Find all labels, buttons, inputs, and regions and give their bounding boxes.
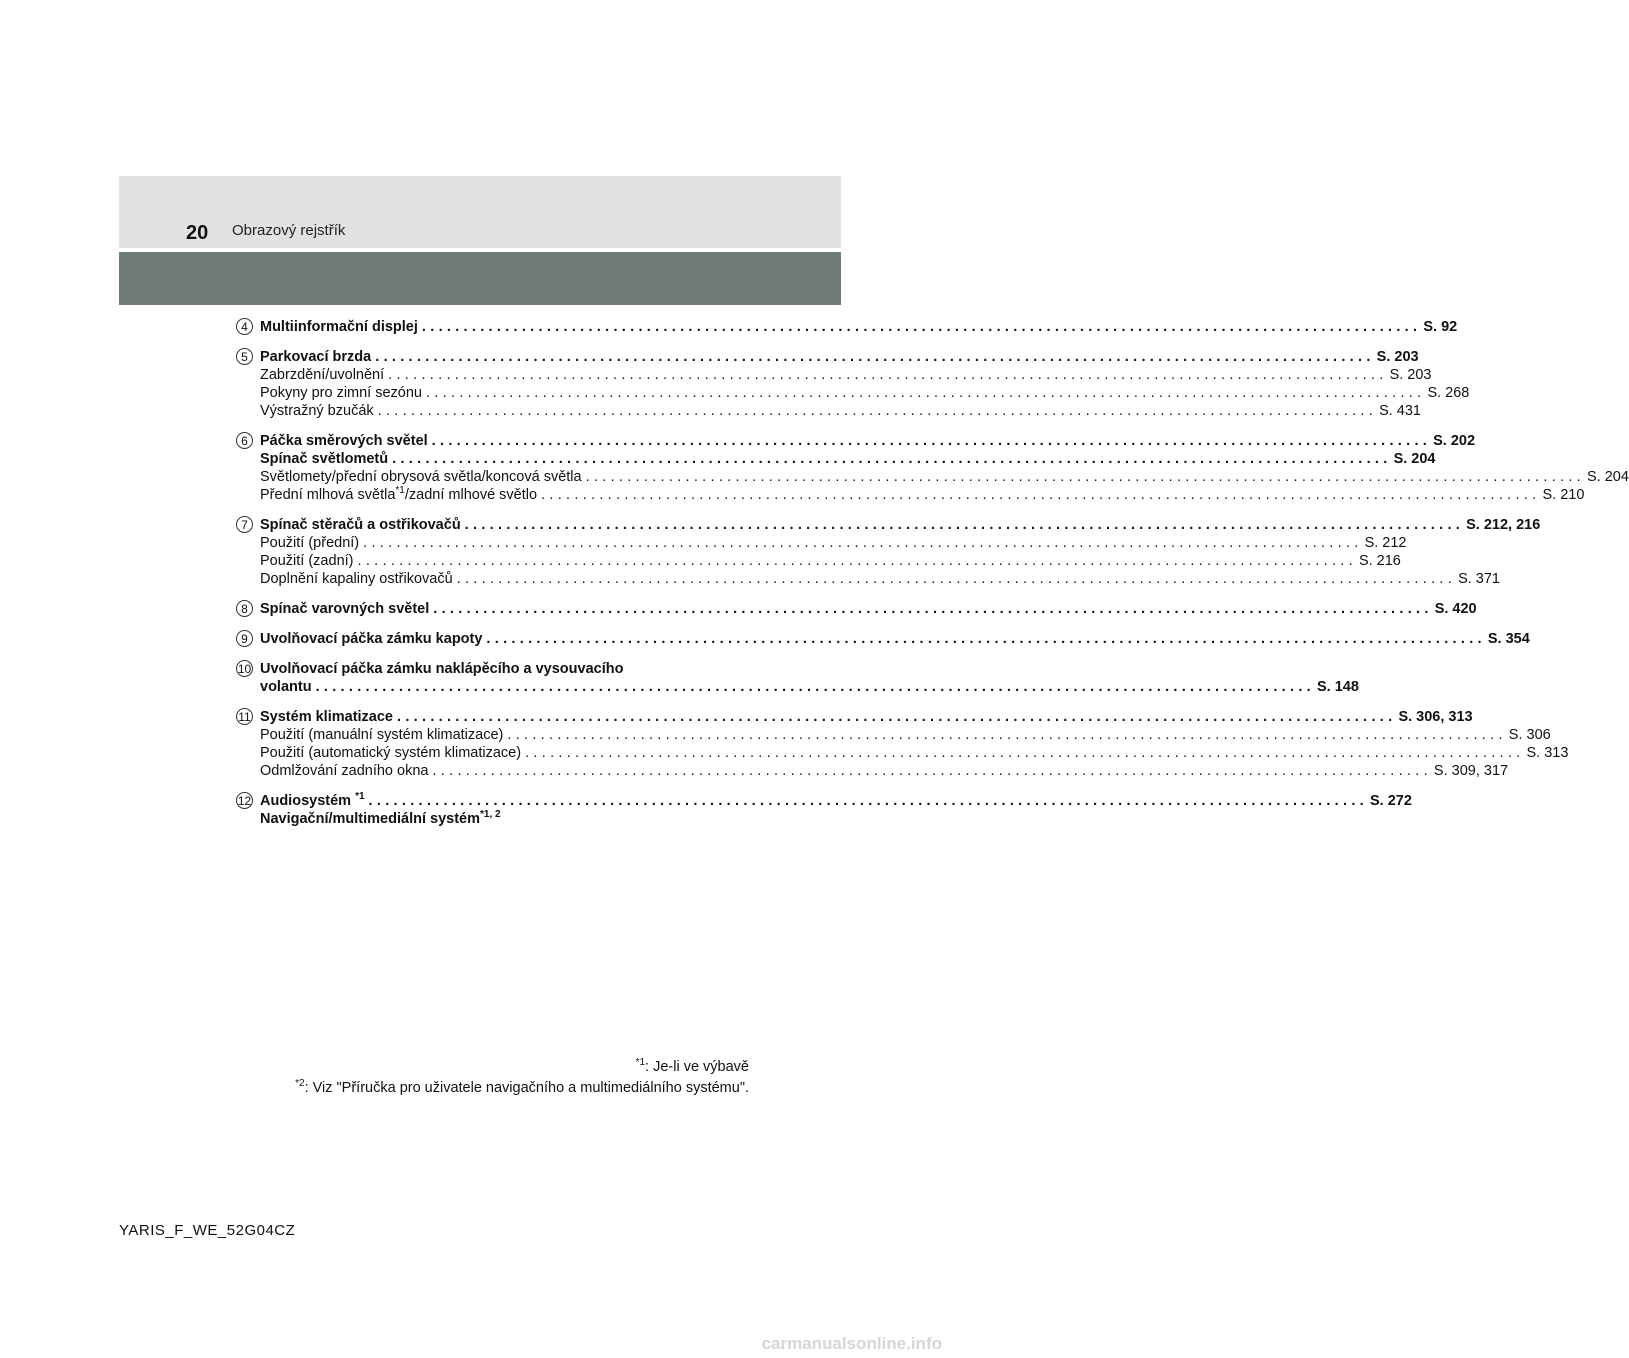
index-entry [236,600,1477,618]
footnote-ref: *1 [355,791,365,803]
entry-text: Audiosystém [260,793,356,809]
entry-text: Uvolňovací páčka zámku kapoty [260,631,483,647]
entry-heading [260,791,1412,810]
entry-heading [260,600,1477,618]
entry-text: Zabrzdění/uvolnění [260,367,385,383]
footnote [295,1078,749,1099]
footnote-ref: *1 [395,485,405,497]
entry-heading [260,678,1359,696]
entry-text: Pokyny pro zimní sezónu [260,385,422,401]
page-reference: S. 431 [1379,403,1421,419]
entry-subitem [260,384,1470,402]
entry-text: Doplnění kapaliny ostřikovačů [260,571,453,587]
entry-text: Použití (zadní) [260,553,354,569]
header-band [119,176,841,248]
index-entry [236,432,1629,504]
dot-leader: ........................................................................................................................ [368,793,1368,809]
entry-subitem [260,744,1569,762]
entry-number-icon: 7 [236,516,253,533]
page-title: Obrazový rejstřík [232,222,346,239]
dot-leader: ........................................................................................................................ [375,349,1375,365]
page-reference: S. 268 [1427,385,1470,401]
entry-number-icon: 5 [236,348,253,365]
dot-leader: ........................................................................................................................ [426,385,1426,401]
dot-leader: ........................................................................................................................ [377,403,1378,419]
index-entry [236,318,1458,336]
dot-leader: ........................................................................................................................ [525,745,1525,761]
page-reference: S. 354 [1487,631,1530,647]
entry-heading [260,348,1419,366]
entry-heading [260,432,1476,450]
dot-leader: ........................................................................................................................ [507,727,1507,743]
entry-text: Spínač stěračů a ostřikovačů [260,517,461,533]
entry-heading [260,450,1436,468]
footnote [295,1057,749,1078]
index-entry [236,516,1541,588]
page-reference: S. 202 [1433,433,1476,449]
entry-text: Páčka směrových světel [260,433,428,449]
page-reference: S. 306, 313 [1398,709,1473,725]
entry-subitem [260,534,1407,552]
entry-text: Systém klimatizace [260,709,393,725]
entry-subitem [260,570,1500,588]
page-reference: S. 203 [1389,367,1432,383]
entry-heading [260,630,1530,648]
entry-text: Odmlžování zadního okna [260,763,429,779]
page-reference: S. 148 [1317,679,1359,695]
page-reference: S. 212, 216 [1466,517,1541,533]
page-reference: S. 204 [1393,451,1436,467]
entry-number-icon: 12 [237,794,252,808]
entry-subitem [260,726,1551,744]
entry-text: Parkovací brzda [260,349,372,365]
entry-heading [260,810,722,828]
footnote-text: : Je-li ve výbavě [645,1059,749,1075]
dot-leader: ........................................................................................................................ [421,319,1422,335]
entry-text: Použití (manuální systém klimatizace) [260,727,504,743]
footer-code: YARIS_F_WE_52G04CZ [119,1222,296,1239]
page-reference: S. 420 [1434,601,1477,617]
footnote-mark: *1 [635,1057,646,1069]
entry-text: Přední mlhová světla [260,487,396,503]
entry-subitem [260,366,1432,384]
dot-leader: ........................................................................................................................ [315,679,1315,695]
index-entry [236,708,1569,780]
entry-subitem [260,552,1401,570]
page-reference: S. 204 [1587,469,1629,485]
watermark: carmanualsonline.info [761,1334,942,1353]
footnotes [295,1057,749,1099]
page-number: 20 [186,222,209,244]
section-band [119,252,841,305]
dot-leader: ........................................................................................................................ [433,601,1433,617]
entry-title: Uvolňovací páčka zámku naklápěcího a vysouvacího [260,661,624,677]
entry-heading [260,516,1541,534]
dot-leader: ........................................................................................................................ [585,469,1586,485]
page-reference: S. 371 [1458,571,1500,587]
dot-leader: ........................................................................................................................ [388,367,1388,383]
dot-leader: ........................................................................................................................ [456,571,1457,587]
footnote-mark: *2 [295,1078,305,1090]
entry-text-continued: /zadní mlhové světlo [404,487,538,503]
page-reference: S. 216 [1358,553,1401,569]
entry-subitem [260,468,1629,486]
footnote-ref: *1, 2 [480,809,501,821]
entry-text: Použití (automatický systém klimatizace) [260,745,522,761]
dot-leader: ........................................................................................................................ [357,553,1357,569]
entry-text: Multiinformační displej [260,319,418,335]
entry-heading [260,318,1458,336]
page-reference: S. 210 [1542,487,1585,503]
dot-leader: ........................................................................................................................ [363,535,1363,551]
entry-subitem [260,485,1585,504]
entry-text: Použití (přední) [260,535,360,551]
index-entry [236,348,1470,420]
page-reference: S. 92 [1423,319,1458,335]
entry-number-icon: 11 [236,708,253,725]
dot-leader: ........................................................................................................................ [392,451,1392,467]
dot-leader: ........................................................................................................................ [431,433,1432,449]
entry-text: Světlomety/přední obrysová světla/koncová světla [260,469,582,485]
page-reference: S. 212 [1364,535,1407,551]
page-reference: S. 309, 317 [1433,763,1509,779]
index-entry [236,660,1359,696]
entry-heading [260,708,1473,726]
entry-number-icon: 9 [236,630,253,647]
entry-subitem [260,402,1421,420]
entry-text: volantu [260,679,312,695]
entry-text: Spínač varovných světel [260,601,430,617]
page-reference: S. 203 [1376,349,1419,365]
dot-leader: ........................................................................................................................ [486,631,1486,647]
entry-text: Navigační/multimediální systém [260,811,480,827]
index-entry [236,791,1412,828]
entry-number-icon: 10 [237,662,252,676]
dot-leader: ........................................................................................................................ [464,517,1465,533]
entry-text: Výstražný bzučák [260,403,374,419]
dot-leader: ........................................................................................................................ [432,763,1432,779]
footnote-text: : Viz "Příručka pro uživatele navigačního a multimediálního systému". [304,1080,749,1096]
entry-text: Spínač světlometů [260,451,389,467]
page-reference: S. 272 [1369,793,1412,809]
entry-number-icon: 6 [236,432,253,449]
entry-number-icon: 8 [236,600,253,617]
index-entry [236,630,1530,648]
index-list [236,318,1629,828]
page-reference: S. 306 [1508,727,1551,743]
dot-leader: ........................................................................................................................ [397,709,1397,725]
entry-number-icon: 4 [236,318,253,335]
entry-subitem [260,762,1509,780]
page-reference: S. 313 [1526,745,1569,761]
dot-leader: ........................................................................................................................ [541,487,1541,503]
